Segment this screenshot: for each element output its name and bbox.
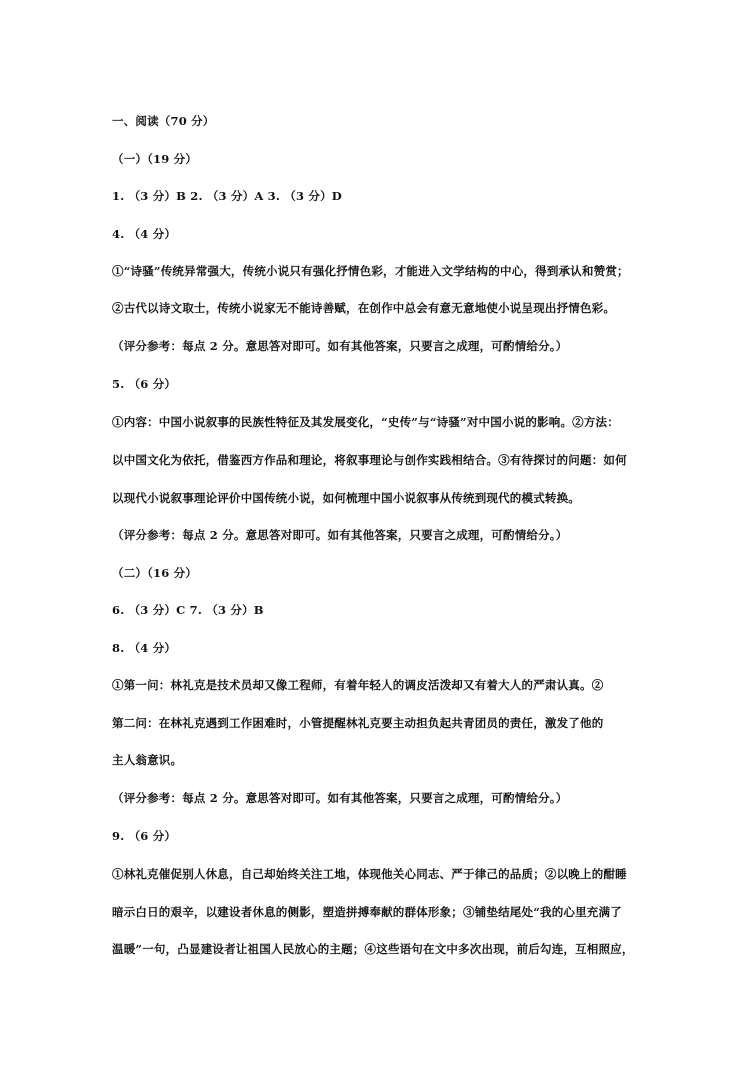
answer-line: 温暖”一句，凸显建设者让祖国人民放心的主题；④这些语句在文中多次出现，前后勾连，互相照应， — [112, 942, 634, 956]
section-heading: 一、阅读（70 分） — [112, 114, 215, 128]
answer-line: ①内容：中国小说叙事的民族性特征及其发展变化，“史传”与“诗骚”对中国小说的影响。②方法： — [112, 415, 619, 429]
question-number: 9. （6 分） — [112, 829, 177, 843]
answer-line: ①林礼克催促别人休息，自己却始终关注工地，体现他关心同志、严于律己的品质；②以晚上的酣睡 — [112, 867, 627, 881]
answer-line: 以中国文化为依托，借鉴西方作品和理论，将叙事理论与创作实践相结合。③有待探讨的问题：如何 — [112, 453, 627, 467]
answer-line: 以现代小说叙事理论评价中国传统小说，如何梳理中国小说叙事从传统到现代的模式转换。 — [112, 491, 580, 505]
answer-line: 6. （3 分）C 7. （3 分）B — [112, 603, 264, 617]
answer-line: 暗示白日的艰辛，以建设者休息的侧影，塑造拼搏奉献的群体形象；③铺垫结尾处“我的心里充满了 — [112, 905, 622, 919]
scoring-note: （评分参考：每点 2 分。意思答对即可。如有其他答案，只要言之成理，可酌情给分。） — [112, 791, 568, 805]
subsection-heading: （一）（19 分） — [112, 152, 198, 166]
answer-line: 主人翁意识。 — [112, 753, 183, 767]
answer-line: ①第一问：林礼克是技术员却又像工程师，有着年轻人的调皮活泼却又有着大人的严肃认真。② — [112, 678, 604, 692]
scoring-note: （评分参考：每点 2 分。意思答对即可。如有其他答案，只要言之成理，可酌情给分。） — [112, 339, 568, 353]
scoring-note: （评分参考：每点 2 分。意思答对即可。如有其他答案，只要言之成理，可酌情给分。） — [112, 528, 568, 542]
answer-line: 第二问：在林礼克遇到工作困难时，小管提醒林礼克要主动担负起共青团员的责任，激发了他的 — [112, 716, 604, 730]
question-number: 8. （4 分） — [112, 641, 177, 655]
answer-line: 1. （3 分）B 2. （3 分）A 3. （3 分）D — [112, 189, 342, 203]
subsection-heading: （二）（16 分） — [112, 566, 198, 580]
answer-line: ①“诗骚”传统异常强大，传统小说只有强化抒情色彩，才能进入文学结构的中心，得到承认和赞赏； — [112, 264, 629, 278]
answer-line: ②古代以诗文取士，传统小说家无不能诗善赋，在创作中总会有意无意地使小说呈现出抒情色彩。 — [112, 301, 616, 315]
question-number: 4. （4 分） — [112, 227, 177, 241]
question-number: 5. （6 分） — [112, 377, 177, 391]
